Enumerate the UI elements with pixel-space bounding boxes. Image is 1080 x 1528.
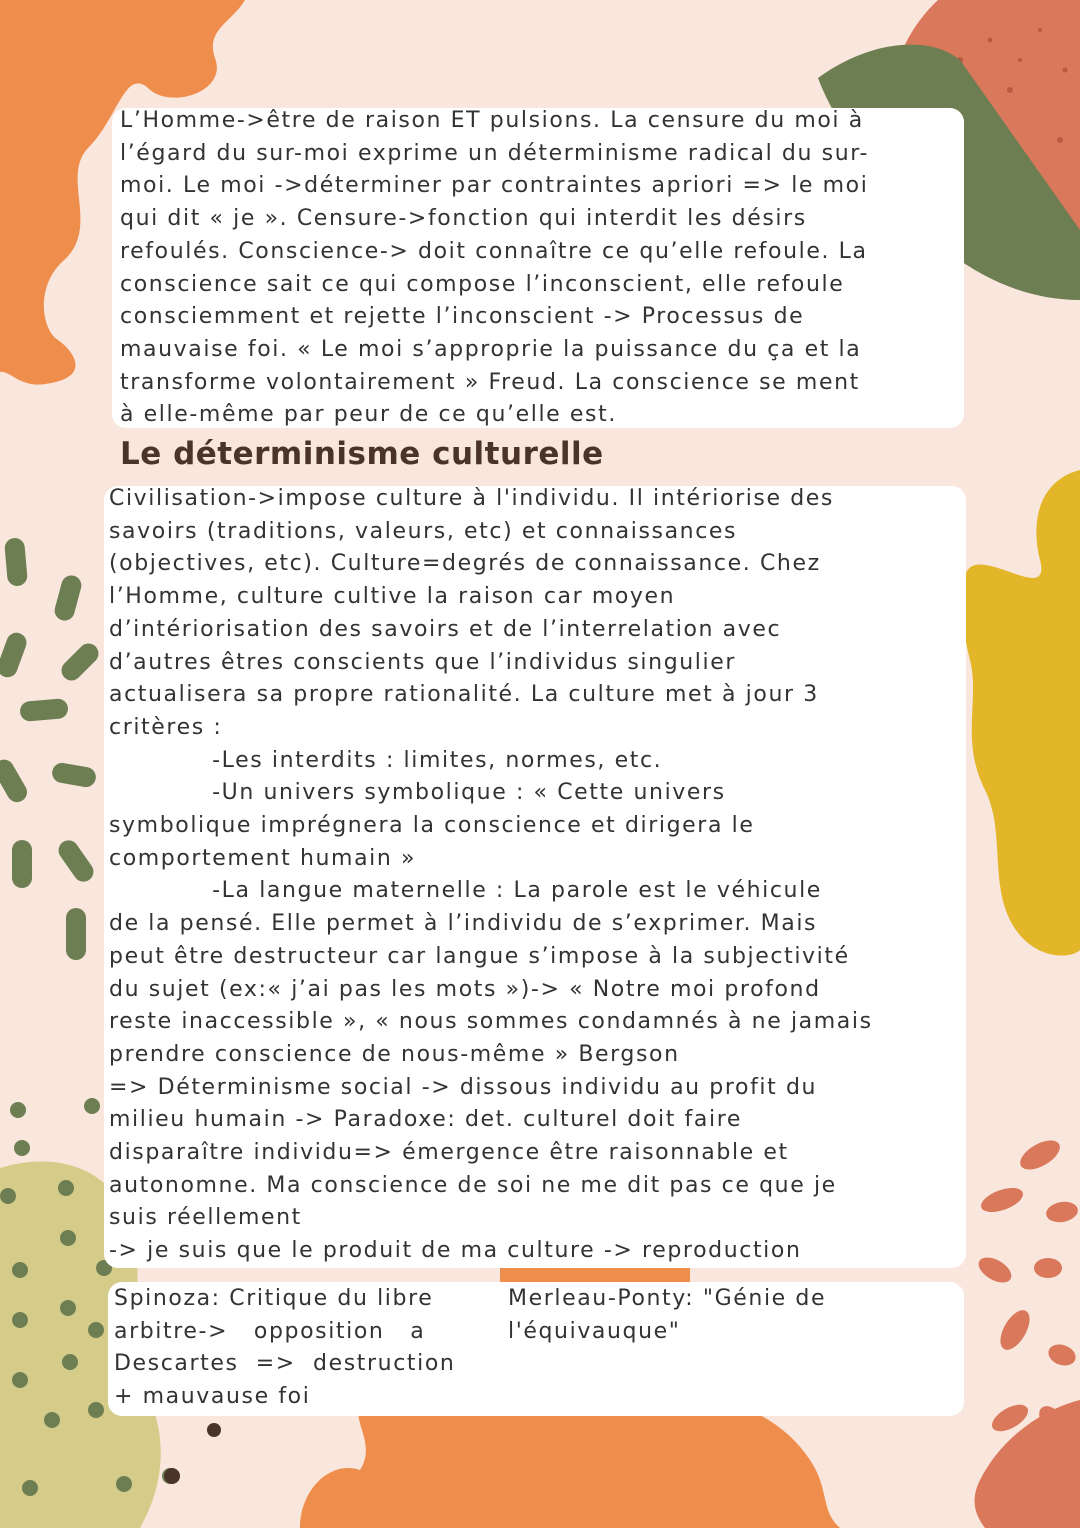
text-line: savoirs (traditions, valeurs, etc) et connaissances <box>109 518 738 544</box>
text-line: suis réellement <box>109 1205 302 1231</box>
text-line: -> je suis que le produit de ma culture -> reproduction <box>109 1238 802 1264</box>
text-line: de la pensé. Elle permet à l’individu de s’exprimer. Mais <box>109 911 818 937</box>
text-line: Civilisation->impose culture à l'individu. Il intériorise des <box>109 486 834 511</box>
text-line: prendre conscience de nous-même » Bergson <box>109 1041 680 1067</box>
text-line: Spinoza: Critique du libre <box>114 1286 434 1311</box>
text-line: -La langue maternelle : La parole est le véhicule <box>109 878 822 904</box>
olive-strokes-left <box>0 537 103 960</box>
text-line: => Déterminisme social -> dissous individu au profit du <box>109 1074 818 1100</box>
text-line: l'équivauque" <box>508 1318 681 1344</box>
text-line: d’autres êtres conscients que l’individus singulier <box>109 649 737 675</box>
text-line: symbolique imprégnera la conscience et dirigera le <box>109 813 755 838</box>
text-line: arbitre-> opposition a <box>114 1318 426 1344</box>
text-line: conscience sait ce qui compose l’inconscient, elle refoule <box>120 271 845 297</box>
text-line: moi. Le moi ->déterminer par contraintes apriori => le moi <box>120 173 869 199</box>
text-line: disparaître individu=> émergence être raisonnable et <box>109 1140 789 1165</box>
text-line: L’Homme->être de raison ET pulsions. La censure du moi à <box>120 108 864 133</box>
text-line: milieu humain -> Paradoxe: det. culturel doit faire <box>109 1107 742 1133</box>
text-line: transforme volontairement » Freud. La conscience se ment <box>120 369 860 395</box>
text-line: -Les interdits : limites, normes, etc. <box>109 747 663 773</box>
mustard-splash-right <box>961 470 1080 956</box>
text-line: reste inaccessible », « nous sommes condamnés à ne jamais <box>109 1009 873 1035</box>
terracotta-blob-bottom-right <box>975 1400 1080 1528</box>
text-line: à elle-même par peur de ce qu’elle est. <box>120 402 617 428</box>
text-line: l’égard du sur-moi exprime un déterminisme radical du sur- <box>120 140 870 166</box>
text-line: + mauvause foi <box>114 1384 311 1410</box>
dots-bottom-center <box>164 1423 221 1484</box>
text-line: critères : <box>109 714 223 740</box>
text-line: consciemment et rejette l’inconscient -> Processus de <box>120 304 805 330</box>
orange-splash-bottom <box>300 1400 840 1528</box>
text-line: comportement humain » <box>109 845 417 871</box>
text-line: -Un univers symbolique : « Cette univers <box>109 780 726 806</box>
text-line: Merleau-Ponty: "Génie de <box>508 1286 827 1311</box>
text-line: l’Homme, culture cultive la raison car moyen <box>109 584 676 610</box>
text-line: mauvaise foi. « Le moi s’approprie la puissance du ça et la <box>120 336 862 362</box>
text-line: autonomne. Ma conscience de soi ne me dit pas ce que je <box>109 1172 837 1198</box>
text-line: qui dit « je ». Censure->fonction qui interdit les désirs <box>120 206 807 232</box>
section-heading: Le déterminisme culturelle <box>120 436 604 472</box>
text-line: du sujet (ex:« j’ai pas les mots »)-> « Notre moi profond <box>109 976 821 1002</box>
orange-splash-bottom-top <box>500 1268 690 1282</box>
note-merleau-ponty <box>508 1286 958 1356</box>
text-line: peut être destructeur car langue s’impose à la subjectivité <box>109 943 850 969</box>
text-line: d’intériorisation des savoirs et de l’interrelation avec <box>109 616 782 642</box>
text-line: Descartes => destruction <box>114 1351 456 1377</box>
paragraph-culture <box>109 486 964 1266</box>
paragraph-freud <box>120 108 962 426</box>
text-line: (objectives, etc). Culture=degrés de connaissance. Chez <box>109 551 821 577</box>
note-spinoza <box>114 1286 504 1414</box>
text-line: refoulés. Conscience-> doit connaître ce qu’elle refoule. La <box>120 238 868 264</box>
text-line: actualisera sa propre rationalité. La culture met à jour 3 <box>109 682 819 708</box>
